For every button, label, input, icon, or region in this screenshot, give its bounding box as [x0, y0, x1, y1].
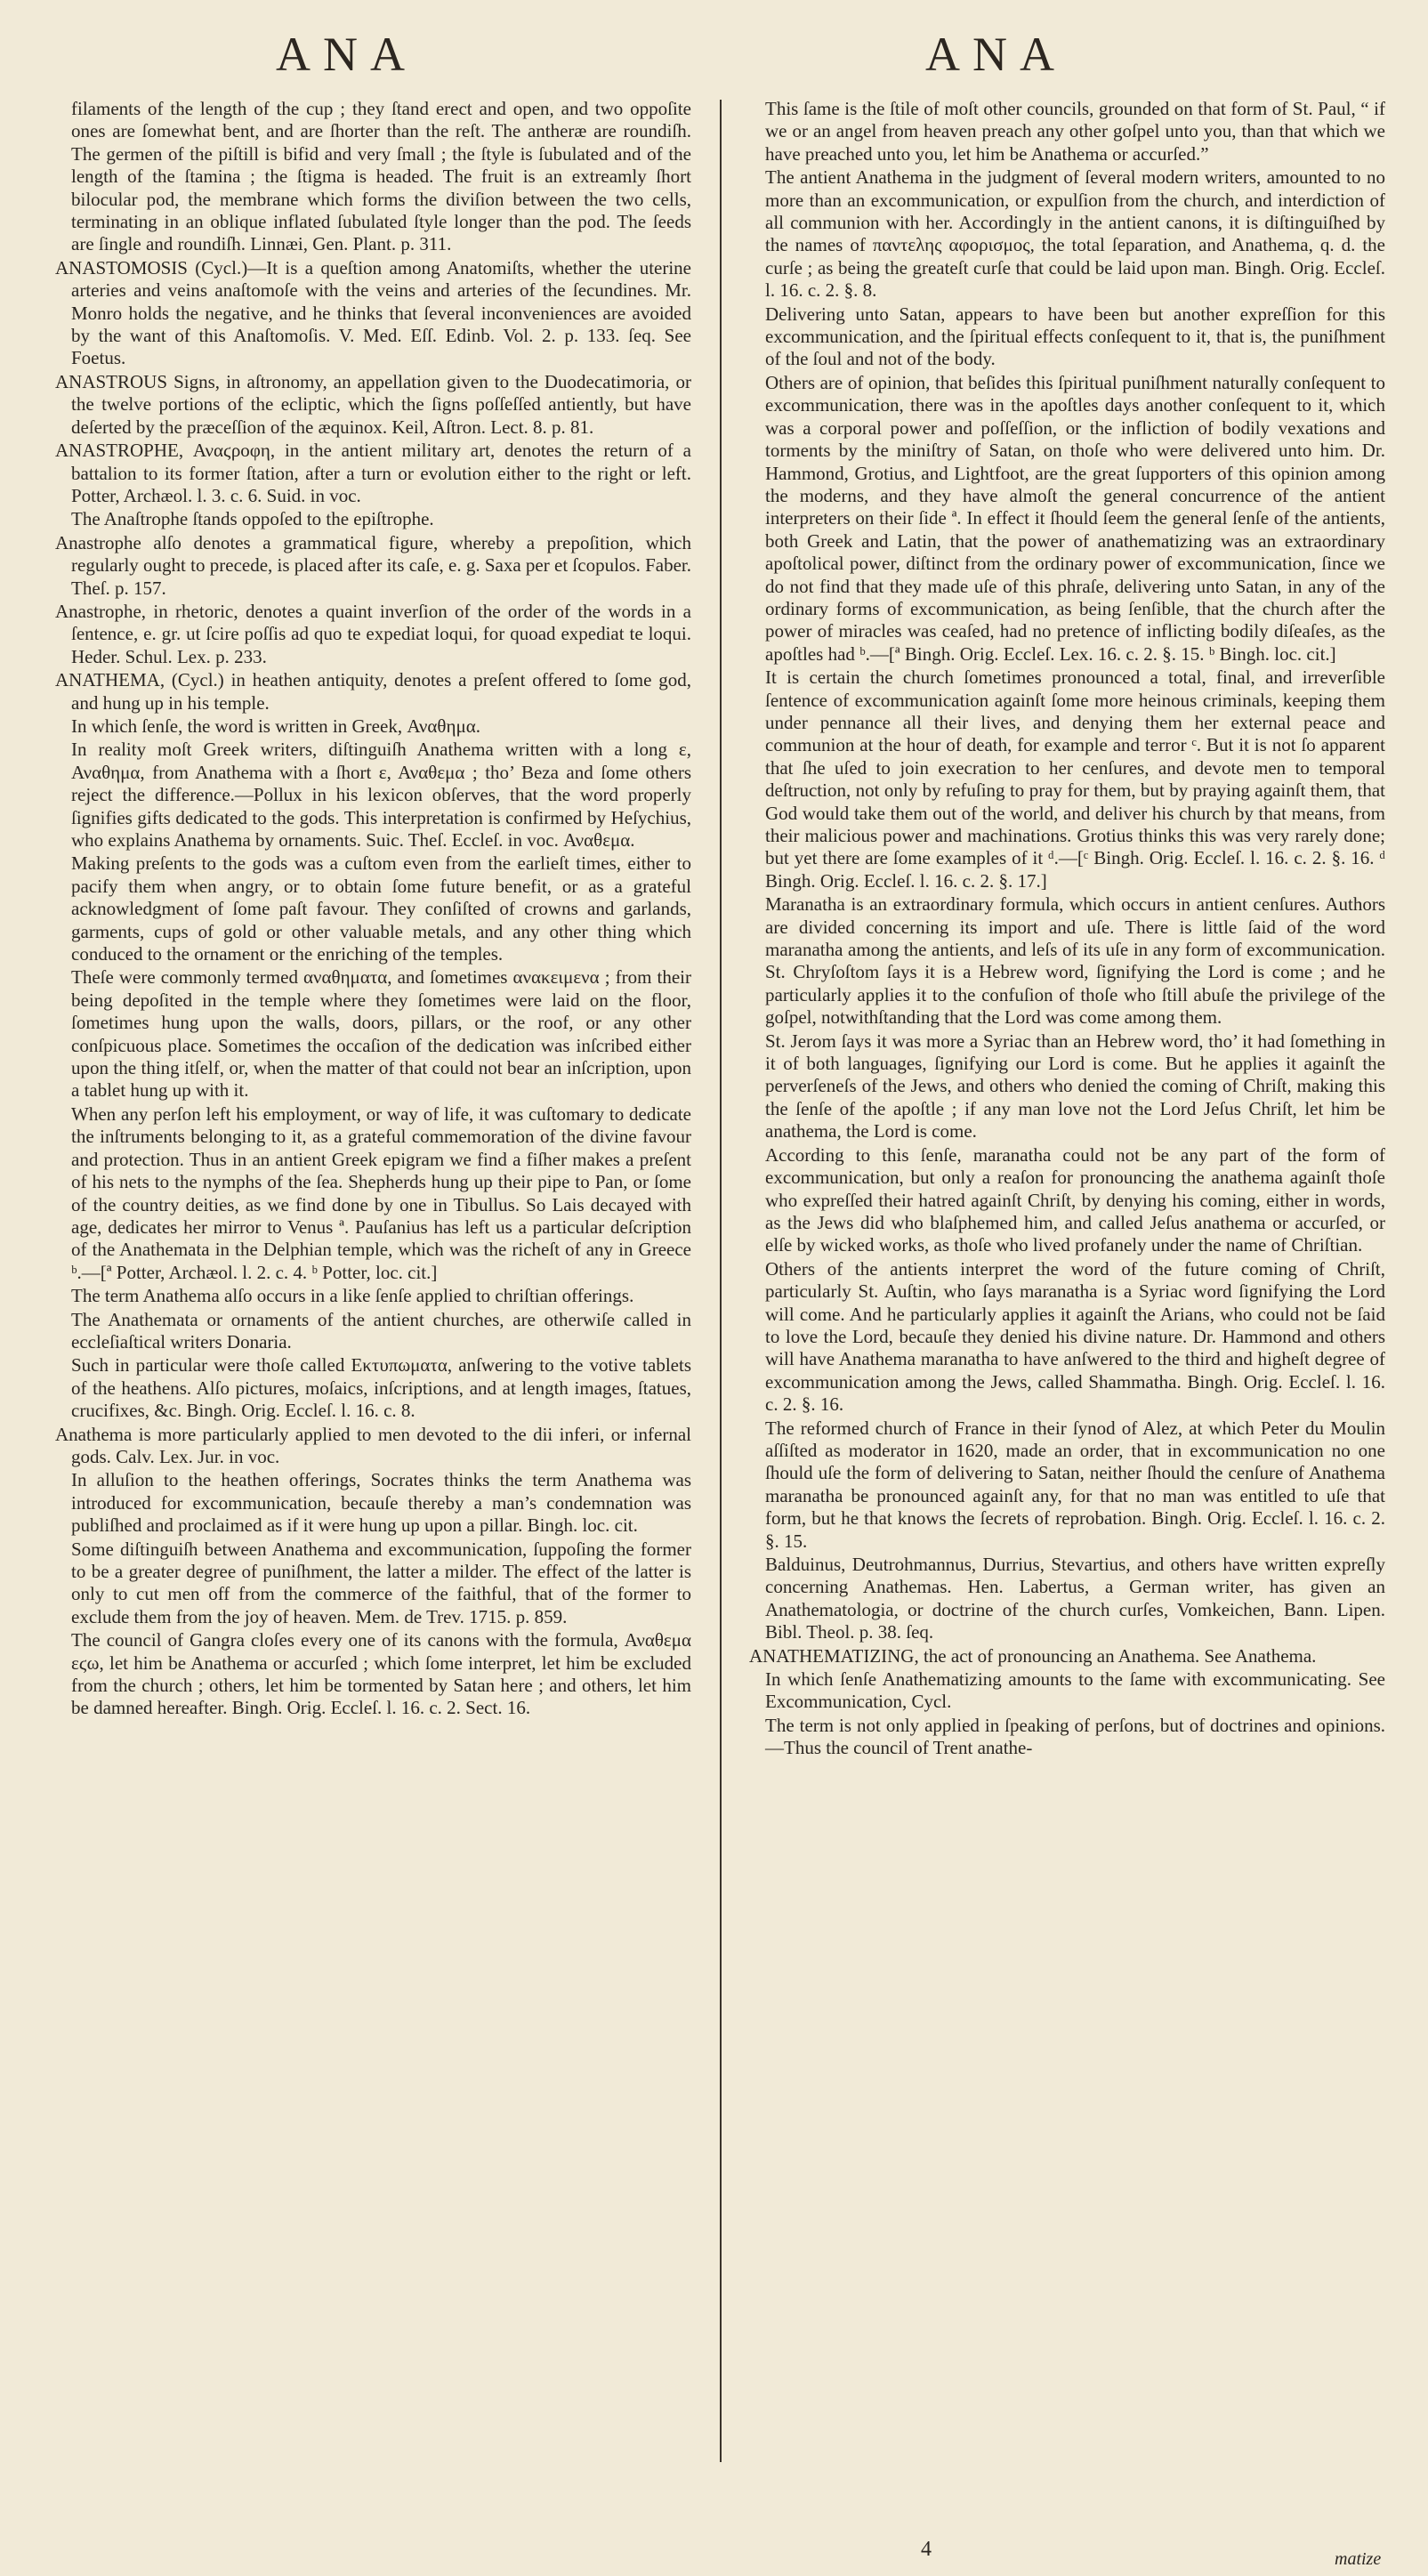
- paragraph: filaments of the length of the cup ; they ſtand erect and open, and two oppoſite ones are ſomewhat bent, and are ſhorter than the reſt. The antheræ are roundiſh. The germen of the piſtill is bifid and very ſmall ; the ſtyle is ſubulated and of the length of the ſtamina ; the ſtigma is headed. The fruit is an extreamly ſhort bilocular pod, the membrane which forms the diviſion between the two cells, terminating in an oblique inflated ſubulated ſtyle longer than the pod. The ſeeds are ſingle and roundiſh. Linnæi, Gen. Plant. p. 311.: [71, 98, 691, 255]
- paragraph: Theſe were commonly termed αναθηματα, and ſometimes ανακειμενα ; from their being depoſited in the temple where they ſometimes were laid on the floor, ſometimes hung upon the walls, doors, pillars, or the roof, or any other conſpicuous place. Sometimes the occaſion of the dedication was inſcribed either upon the thing itſelf, or, when the matter of that could not bear an inſcription, upon a tablet hung up with it.: [71, 966, 691, 1102]
- paragraph: The Anaſtrophe ſtands oppoſed to the epiſtrophe.: [71, 508, 434, 530]
- paragraph: The council of Gangra cloſes every one of its canons with the formula, Αναθεμα εϛω, let him be Anathema or accurſed ; which ſome interpret, let him be excluded from the church ; others, let him be tormented by Satan here ; and others, let him be damned hereafter. Bingh. Orig. Eccleſ. l. 16. c. 2. Sect. 16.: [71, 1629, 691, 1719]
- paragraph: St. Jerom ſays it was more a Syriac than an Hebrew word, tho’ it had ſomething in it of both languages, ſignifying our Lord is come. But he applies it againſt the perverſeneſs of the Jews, and others who denied the coming of Chriſt, making this the ſenſe of the apoſtle ; if any man love not the Lord Jeſus Chriſt, let him be anathema, the Lord is come.: [765, 1030, 1385, 1143]
- header-right: ANA: [925, 28, 1067, 81]
- paragraph: When any perſon left his employment, or way of life, it was cuſtomary to dedicate the inſtruments belonging to it, as a grateful commemoration of the divine favour and protection. Thus in an antient Greek epigram we find a fiſher makes a preſent of his nets to the nymphs of the ſea. Shepherds hung up their pipe to Pan, or ſome of the country deities, as we find done by one in Tibullus. So Lais decayed with age, dedicates her mirror to Venus ª. Pauſanius has left us a particular deſcription of the Anathemata in the Delphian temple, which was the richeſt of any in Greece ᵇ.—[ª Potter, Archæol. l. 2. c. 4. ᵇ Potter, loc. cit.]: [71, 1102, 691, 1283]
- paragraph: Delivering unto Satan, appears to have been but another expreſſion for this excommunication, and the ſpiritual effects conſequent to it, that is, the puniſhment of the ſoul and not of the body.: [765, 303, 1385, 370]
- header-left: ANA: [276, 28, 417, 81]
- running-header: [71, 27, 1357, 89]
- paragraph: Anastrophe, in rhetoric, denotes a quaint inverſion of the order of the words in a ſentence, e. gr. ut ſcire poſſis ad quo te expediat loqui, for quoad expediat te loqui. Heder. Schul. Lex. p. 233.: [55, 600, 691, 667]
- paragraph: Others are of opinion, that beſides this ſpiritual puniſhment naturally conſequent to excommunication, there was in the apoſtles days another conſequent to it, which was a corporal power and poſſeſſion, or the infliction of bodily vexations and torments by the miniſtry of Satan, on thoſe who were delivered unto him. Dr. Hammond, Grotius, and Lightfoot, are the great ſupporters of this opinion among the moderns, and they have almoſt the general concurrence of the antient interpreters on their ſide ª. In effect it ſhould ſeem the general ſenſe of the antients, both Greek and Latin, that the power of anathematizing was an extraordinary apoſtolical power, diſtinct from the ordinary power of excommunication, ſince we do not find that they made uſe of this phraſe, delivering unto Satan, in any of the ordinary forms of excommunication, as being ſenſible, that the church after the power of miracles was ceaſed, had no pretence of inflicting bodily diſeaſes, as the apoſtles had ᵇ.—[ª Bingh. Orig. Eccleſ. Lex. 16. c. 2. §. 15. ᵇ Bingh. loc. cit.]: [765, 371, 1385, 665]
- paragraph: Such in particular were thoſe called Εκτυπωματα, anſwering to the votive tablets of the heathens. Alſo pictures, moſaics, inſcriptions, and at length images, ſtatues, crucifixes, &c. Bingh. Orig. Eccleſ. l. 16. c. 8.: [71, 1354, 691, 1422]
- paragraph: Maranatha is an extraordinary formula, which occurs in antient cenſures. Authors are divided concerning its import and uſe. There is little ſaid of the word maranatha among the antients, and leſs of its uſe in any form of excommunication. St. Chryſoſtom ſays it is a Hebrew word, ſignifying the Lord is come ; and he particularly applies it to the confuſion of thoſe who ſtill abuſe the privilege of the goſpel, notwithſtanding that the Lord was come among them.: [765, 893, 1385, 1029]
- paragraph: Balduinus, Deutrohmannus, Durrius, Stevartius, and others have written expreſly concerning Anathemas. Hen. Labertus, a German writer, has given an Anathematologia, or doctrine of the church curſes, Vomkeichen, Bann. Lipen. Bibl. Theol. p. 38. ſeq.: [765, 1554, 1385, 1643]
- paragraph: This ſame is the ſtile of moſt other councils, grounded on that form of St. Paul, “ if we or an angel from heaven preach any other goſpel unto you, than that which we have preached unto you, let him be Anathema or accurſed.”: [765, 98, 1385, 165]
- paragraph: ANASTROPHE, Αναϛροφη, in the antient military art, denotes the return of a battalion to its former ſtation, after a turn or evolution either to the right or left. Potter, Archæol. l. 3. c. 6. Suid. in voc.: [55, 440, 691, 506]
- paragraph: Anastrophe alſo denotes a grammatical figure, whereby a prepoſition, which regularly ought to precede, is placed after its caſe, e. g. Saxa per et ſcopulos. Faber. Theſ. p. 157.: [55, 531, 691, 599]
- paragraph: Some diſtinguiſh between Anathema and excommunication, ſuppoſing the former to be a greater degree of puniſhment, the latter a milder. The effect of the latter is only to cut men off from the commerce of the faithful, that of the former to exclude them from the joy of heaven. Mem. de Trev. 1715. p. 859.: [71, 1538, 691, 1627]
- catchword: matize: [1335, 2549, 1382, 2569]
- paragraph: In alluſion to the heathen offerings, Socrates thinks the term Anathema was introduced for excommunication, becauſe thereby a man’s condemnation was publiſhed and proclaimed as if it were hung up upon a pillar. Bingh. loc. cit.: [71, 1469, 691, 1537]
- paragraph: In which ſenſe, the word is written in Greek, Αναθημα.: [71, 715, 480, 737]
- page-number: 4: [921, 2538, 932, 2561]
- paragraph: ANATHEMA, (Cycl.) in heathen antiquity, denotes a preſent offered to ſome god, and hung up in his temple.: [55, 669, 691, 714]
- right-column: [749, 98, 1385, 2536]
- paragraph: ANATHEMATIZING, the act of pronouncing an Anathema. See Anathema.: [749, 1644, 1317, 1667]
- paragraph: Anathema is more particularly applied to men devoted to the dii inferi, or infernal gods. Calv. Lex. Jur. in voc.: [55, 1423, 691, 1467]
- paragraph: According to this ſenſe, maranatha could not be any part of the form of excommunication, but only a reaſon for pronouncing the anathema againſt thoſe who expreſſed their hatred againſt Chriſt, by denying his coming, either in words, as the Jews did who blaſphemed him, and called Jeſus anathema or accurſed, or elſe by wicked works, as thoſe who lived profanely under the name of Chriſtian.: [765, 1143, 1385, 1256]
- paragraph: The antient Anathema in the judgment of ſeveral modern writers, amounted to no more than an excommunication, or expulſion from the church, and interdiction of all communion with her. Accordingly in the antient canons, it is diſtinguiſhed by the names of παντελης αφορισμος, the total ſeparation, and Anathema, q. d. the curſe ; as being the greateſt curſe that could be laid upon man. Bingh. Orig. Eccleſ. l. 16. c. 2. §. 8.: [765, 166, 1385, 302]
- left-column: [55, 98, 691, 2536]
- paragraph: Others of the antients interpret the word of the future coming of Chriſt, particularly St. Auſtin, who ſays maranatha is a Syriac word ſignifying the Lord will come. And he particularly applies it againſt the Arians, who could not be ſaid to love the Lord, becauſe they denied his divine nature. Dr. Hammond and others will have Anathema maranatha to have anſwered to the third and higheſt degree of excommunication among the Jews, called Shammatha. Bingh. Orig. Eccleſ. l. 16. c. 2. §. 16.: [765, 1257, 1385, 1416]
- paragraph: ANASTROUS Signs, in aſtronomy, an appellation given to the Duodecatimoria, or the twelve portions of the ecliptic, which the ſigns poſſeſſed antiently, but have deſerted by the præceſſion of the æquinox. Keil, Aſtron. Lect. 8. p. 81.: [55, 370, 691, 438]
- paragraph: ANASTOMOSIS (Cycl.)—It is a queſtion among Anatomiſts, whether the uterine arteries and veins anaſtomoſe with the veins and arteries of the ſecundines. Mr. Monro holds the negative, and he thinks that ſeveral inconveniences are avoided by the want of this Anaſtomoſis. V. Med. Eſſ. Edinb. Vol. 2. p. 133. ſeq. See Foetus.: [55, 256, 691, 369]
- paragraph: The reformed church of France in their ſynod of Alez, at which Peter du Moulin aſſiſted as moderator in 1620, made an order, that in excommunication no one ſhould uſe the form of delivering to Satan, neither ſhould the cenſure of Anathema maranatha be pronounced againſt any, for that no man was entitled to uſe that form, but he that knows the ſecrets of reprobation. Bingh. Orig. Eccleſ. l. 16. c. 2. §. 15.: [765, 1417, 1385, 1552]
- paragraph: Making preſents to the gods was a cuſtom even from the earlieſt times, either to pacify them when angry, or to obtain ſome future benefit, or as a grateful acknowledgment of ſome paſt favour. They conſiſted of crowns and garlands, garments, cups of gold or other valuable metals, and any other thing which conduced to the ornament or the enriching of the temples.: [71, 852, 691, 965]
- column-rule: [720, 100, 722, 2462]
- paragraph: In which ſenſe Anathematizing amounts to the ſame with excommunicating. See Excommunication, Cycl.: [765, 1668, 1385, 1713]
- paragraph: The Anathemata or ornaments of the antient churches, are otherwiſe called in eccleſiaſtical writers Donaria.: [71, 1308, 691, 1353]
- paragraph: It is certain the church ſometimes pronounced a total, final, and irreverſible ſentence of excommunication againſt ſome more heinous criminals, keeping them under pennance all their lives, and denying them her external peace and communion at the hour of death, for example and terror ᶜ. But it is not ſo apparent that ſhe uſed to join execration to her cenſures, and devote men to temporal deſtruction, not only by refuſing to pray for them, but by praying againſt them, that God would take them out of the world, and deliver his church by that means, from their malicious power and machinations. Grotius thinks this was very rarely done; but yet there are ſome examples of it ᵈ.—[ᶜ Bingh. Orig. Eccleſ. l. 16. c. 2. §. 16. ᵈ Bingh. Orig. Eccleſ. l. 16. c. 2. §. 17.]: [765, 666, 1385, 892]
- two-column-body: [55, 98, 1385, 2536]
- paragraph: The term is not only applied in ſpeaking of perſons, but of doctrines and opinions.—Thus the council of Trent anathe-: [765, 1714, 1385, 1759]
- paragraph: The term Anathema alſo occurs in a like ſenſe applied to chriſtian offerings.: [71, 1285, 634, 1307]
- paragraph: In reality moſt Greek writers, diſtinguiſh Anathema written with a long ε, Αναθημα, from Anathema with a ſhort ε, Αναθεμα ; tho’ Beza and ſome others reject the difference.—Pollux in his lexicon obſerves, that the word properly ſignifies gifts dedicated to the gods. This interpretation is confirmed by Heſychius, who explains Anathema by ornaments. Suic. Theſ. Eccleſ. in voc. Αναθεμα.: [71, 739, 691, 851]
